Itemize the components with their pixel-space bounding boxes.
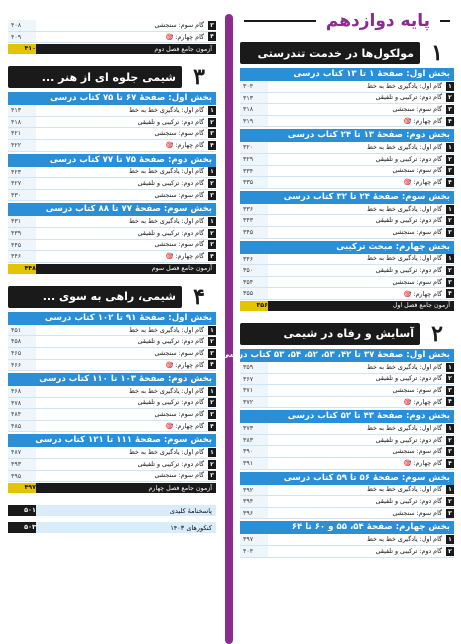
section-header[interactable]: بخش دوم: صفحهٔ ۱۳ تا ۲۴ کتاب درسی bbox=[240, 129, 454, 142]
toc-row[interactable] bbox=[240, 534, 454, 546]
section-header[interactable]: بخش سوم: صفحهٔ ۱۱۱ تا ۱۲۱ کتاب درسی bbox=[8, 434, 216, 447]
page-number: ۴۸۷ bbox=[8, 447, 36, 458]
toc-row[interactable] bbox=[8, 117, 216, 129]
page-number: ۴۳۰ bbox=[8, 190, 36, 201]
step-title: گام چهارم: 🎯 bbox=[165, 253, 204, 261]
chapter-header[interactable] bbox=[8, 284, 216, 310]
misc-title: پاسخنامهٔ کلیدی bbox=[169, 506, 212, 515]
page-number: ۴۳۹ bbox=[8, 228, 36, 239]
page-number: ۳۱۸ bbox=[240, 104, 268, 115]
step-number: ۱ bbox=[446, 424, 454, 433]
chapter-number: ۱ bbox=[420, 40, 454, 66]
toc-row[interactable] bbox=[8, 190, 216, 202]
page-number: ۴۰۴ bbox=[240, 546, 268, 557]
step-number: ۲ bbox=[208, 118, 216, 127]
page-number: ۳۵۵ bbox=[240, 288, 268, 299]
toc-row[interactable] bbox=[240, 288, 454, 300]
step-number: ۴ bbox=[446, 459, 454, 468]
step-number: ۳ bbox=[208, 191, 216, 200]
exam-row[interactable] bbox=[240, 301, 454, 311]
right-column bbox=[221, 36, 454, 558]
toc-row[interactable] bbox=[8, 228, 216, 240]
step-number: ۲ bbox=[446, 374, 454, 383]
chapter-title: مولکول‌ها در خدمت تندرستی bbox=[240, 42, 420, 64]
step-title: گام دوم: ترکیبی و تلفیقی bbox=[375, 547, 442, 555]
page-number: ۴۱۸ bbox=[8, 117, 36, 128]
toc-row[interactable] bbox=[8, 398, 216, 410]
step-title: گام دوم: ترکیبی و تلفیقی bbox=[375, 375, 442, 383]
step-number: ۱ bbox=[208, 167, 216, 176]
step-title: گام سوم: سنجشی bbox=[392, 167, 442, 175]
step-number: ۳ bbox=[446, 447, 454, 456]
step-number: ۲ bbox=[208, 229, 216, 238]
step-title: گام دوم: ترکیبی و تلفیقی bbox=[375, 498, 442, 506]
page-number: ۳۹۱ bbox=[240, 458, 268, 469]
step-title: گام چهارم: 🎯 bbox=[165, 142, 204, 150]
page-number: ۳۴۶ bbox=[240, 254, 268, 265]
page-number: ۳۴۳ bbox=[240, 215, 268, 226]
page-number: ۴۴۶ bbox=[8, 251, 36, 262]
step-title: گام چهارم: 🎯 bbox=[165, 361, 204, 369]
toc-row[interactable] bbox=[8, 386, 216, 398]
page-number: ۳۵۰ bbox=[240, 265, 268, 276]
step-number: ۳ bbox=[446, 386, 454, 395]
section-header[interactable]: بخش دوم: صفحهٔ ۴۳ تا ۵۲ کتاب درسی bbox=[240, 410, 454, 423]
step-title: گام سوم: سنجشی bbox=[154, 130, 204, 138]
step-number: ۲ bbox=[446, 547, 454, 556]
toc-row[interactable] bbox=[240, 104, 454, 116]
toc-row[interactable] bbox=[240, 277, 454, 289]
toc-row[interactable] bbox=[8, 140, 216, 152]
page-number: ۳۱۳ bbox=[240, 93, 268, 104]
toc-row[interactable] bbox=[8, 216, 216, 228]
section-header[interactable]: بخش اول: صفحهٔ ۹۱ تا ۱۰۲ کتاب درسی bbox=[8, 312, 216, 325]
exam-title: آزمون جامع فصل چهارم bbox=[148, 484, 212, 492]
toc-row[interactable] bbox=[8, 421, 216, 433]
section-header[interactable]: بخش سوم: صفحهٔ ۲۴ تا ۳۲ کتاب درسی bbox=[240, 191, 454, 204]
page-number: ۳۱۹ bbox=[240, 116, 268, 127]
page-number: ۴۲۳ bbox=[8, 167, 36, 178]
toc-row[interactable] bbox=[8, 128, 216, 140]
title-rule bbox=[244, 20, 316, 22]
step-number: ۲ bbox=[446, 93, 454, 102]
section-header[interactable]: بخش سوم: صفحهٔ ۷۷ تا ۸۸ کتاب درسی bbox=[8, 203, 216, 216]
chapter-header[interactable] bbox=[8, 64, 216, 90]
page-number: ۳۹۰ bbox=[240, 446, 268, 457]
section-header[interactable]: بخش چهارم: مبحث ترکیبی bbox=[240, 241, 454, 254]
step-title: گام اول: یادگیری خط به خط bbox=[129, 449, 204, 457]
section-header[interactable]: بخش اول: صفحهٔ ۶۷ تا ۷۵ کتاب درسی bbox=[8, 92, 216, 105]
left-column bbox=[8, 20, 216, 533]
step-title: گام دوم: ترکیبی و تلفیقی bbox=[137, 229, 204, 237]
step-number: ۱ bbox=[208, 448, 216, 457]
step-number: ۴ bbox=[208, 141, 216, 150]
page-number: ۳۶۷ bbox=[240, 374, 268, 385]
toc-row[interactable] bbox=[8, 178, 216, 190]
page-number: ۳۸۳ bbox=[240, 435, 268, 446]
page-number: ۳۲۹ bbox=[240, 154, 268, 165]
step-number: ۲ bbox=[208, 179, 216, 188]
misc-page: ۵۰۱ bbox=[8, 505, 36, 516]
step-number: ۳ bbox=[446, 166, 454, 175]
misc-row[interactable] bbox=[8, 505, 216, 516]
page-number: ۴۰۹ bbox=[8, 32, 36, 43]
step-title: گام دوم: ترکیبی و تلفیقی bbox=[137, 460, 204, 468]
page-number: ۴۱۳ bbox=[8, 105, 36, 116]
page-number: ۴۶۶ bbox=[8, 360, 36, 371]
column-divider bbox=[225, 14, 233, 644]
step-number: ۲ bbox=[446, 155, 454, 164]
toc-row[interactable] bbox=[240, 423, 454, 435]
page-number: ۳۵۴ bbox=[240, 277, 268, 288]
chapter-title: آسایش و رفاه در شیمی bbox=[240, 323, 420, 345]
step-number: ۴ bbox=[446, 289, 454, 298]
toc-row[interactable] bbox=[240, 385, 454, 397]
step-title: گام چهارم: 🎯 bbox=[403, 460, 442, 468]
step-title: گام اول: یادگیری خط به خط bbox=[129, 168, 204, 176]
page-number: ۴۶۸ bbox=[8, 386, 36, 397]
step-number: ۳ bbox=[208, 240, 216, 249]
toc-row[interactable] bbox=[240, 397, 454, 409]
step-title: گام چهارم: 🎯 bbox=[165, 423, 204, 431]
misc-page: ۵۰۳ bbox=[8, 522, 36, 533]
step-number: ۴ bbox=[208, 252, 216, 261]
step-title: گام اول: یادگیری خط به خط bbox=[367, 82, 442, 90]
chapter-header[interactable] bbox=[240, 321, 454, 347]
toc-row[interactable] bbox=[240, 93, 454, 105]
step-title: گام اول: یادگیری خط به خط bbox=[367, 255, 442, 263]
toc-row[interactable] bbox=[8, 459, 216, 471]
step-title: گام اول: یادگیری خط به خط bbox=[367, 536, 442, 544]
toc-row[interactable] bbox=[240, 446, 454, 458]
page-number: ۴۴۵ bbox=[8, 240, 36, 251]
step-title: گام دوم: ترکیبی و تلفیقی bbox=[137, 179, 204, 187]
page-number: ۴۵۸ bbox=[8, 336, 36, 347]
page-number: ۳۹۷ bbox=[240, 534, 268, 545]
step-number: ۳ bbox=[446, 105, 454, 114]
page-title bbox=[240, 8, 454, 34]
page-number: ۴۲۱ bbox=[8, 128, 36, 139]
step-number: ۱ bbox=[208, 217, 216, 226]
toc-row[interactable] bbox=[8, 325, 216, 337]
page-number: ۴۵۱ bbox=[8, 325, 36, 336]
toc-row[interactable] bbox=[240, 177, 454, 189]
step-number: ۴ bbox=[208, 422, 216, 431]
step-title: گام اول: یادگیری خط به خط bbox=[129, 106, 204, 114]
step-number: ۴ bbox=[446, 397, 454, 406]
page-number: ۴۰۸ bbox=[8, 20, 36, 31]
step-number: ۲ bbox=[446, 436, 454, 445]
chapter-header[interactable] bbox=[240, 40, 454, 66]
exam-row[interactable] bbox=[8, 44, 216, 54]
step-title: گام اول: یادگیری خط به خط bbox=[129, 387, 204, 395]
step-title: گام سوم: سنجشی bbox=[154, 349, 204, 357]
step-title: گام سوم: سنجشی bbox=[154, 411, 204, 419]
section-header[interactable]: بخش دوم: صفحهٔ ۱۰۳ تا ۱۱۰ کتاب درسی bbox=[8, 373, 216, 386]
chapter-title: شیمی، راهی به سوی ... bbox=[8, 286, 182, 308]
page-number: ۳۲۰ bbox=[240, 142, 268, 153]
toc-row[interactable] bbox=[8, 409, 216, 421]
page-number: ۴۲۷ bbox=[8, 178, 36, 189]
step-number: ۳ bbox=[208, 471, 216, 480]
page-number: ۴۹۵ bbox=[8, 471, 36, 482]
page-number: ۴۸۵ bbox=[8, 421, 36, 432]
step-title: گام سوم: سنجشی bbox=[392, 278, 442, 286]
page-number: ۳۴۵ bbox=[240, 227, 268, 238]
chapter-number: ۴ bbox=[182, 284, 216, 310]
step-title: گام سوم: سنجشی bbox=[392, 228, 442, 236]
step-number: ۲ bbox=[446, 497, 454, 506]
toc-row[interactable] bbox=[8, 447, 216, 459]
step-title: گام دوم: ترکیبی و تلفیقی bbox=[137, 118, 204, 126]
step-title: گام سوم: سنجشی bbox=[154, 241, 204, 249]
step-number: ۱ bbox=[446, 254, 454, 263]
step-title: گام سوم: سنجشی bbox=[154, 472, 204, 480]
page-number: ۳۷۲ bbox=[240, 397, 268, 408]
step-number: ۳ bbox=[208, 129, 216, 138]
step-number: ۳ bbox=[208, 349, 216, 358]
step-number: ۲ bbox=[446, 266, 454, 275]
toc-row[interactable] bbox=[240, 265, 454, 277]
exam-row[interactable] bbox=[8, 483, 216, 493]
step-title: گام سوم: سنجشی bbox=[392, 105, 442, 113]
misc-title: کنکورهای ۱۴۰۳ bbox=[170, 523, 212, 532]
exam-title: آزمون جامع فصل دوم bbox=[154, 45, 212, 53]
toc-row[interactable] bbox=[240, 374, 454, 386]
step-title: گام دوم: ترکیبی و تلفیقی bbox=[375, 94, 442, 102]
toc-row[interactable] bbox=[8, 336, 216, 348]
toc-row[interactable] bbox=[8, 471, 216, 483]
step-title: گام چهارم: 🎯 bbox=[403, 290, 442, 298]
page-number: ۳۹۴ bbox=[240, 496, 268, 507]
toc-row[interactable] bbox=[240, 362, 454, 374]
toc-row[interactable] bbox=[8, 240, 216, 252]
title-rule bbox=[440, 20, 450, 22]
step-number: ۱ bbox=[446, 535, 454, 544]
step-number: ۱ bbox=[446, 205, 454, 214]
chapter-number: ۲ bbox=[420, 321, 454, 347]
toc-row[interactable] bbox=[240, 435, 454, 447]
step-number: ۳ bbox=[446, 228, 454, 237]
step-number: ۱ bbox=[446, 485, 454, 494]
step-number: ۱ bbox=[446, 363, 454, 372]
step-number: ۱ bbox=[446, 143, 454, 152]
step-title: گام اول: یادگیری خط به خط bbox=[129, 218, 204, 226]
exam-page: ۴۴۸ bbox=[8, 264, 36, 274]
toc-row[interactable] bbox=[8, 251, 216, 263]
step-title: گام چهارم: 🎯 bbox=[403, 118, 442, 126]
step-number: ۳ bbox=[446, 278, 454, 287]
step-title: گام دوم: ترکیبی و تلفیقی bbox=[375, 436, 442, 444]
step-number: ۳ bbox=[208, 21, 216, 30]
page-number: ۳۹۲ bbox=[240, 485, 268, 496]
step-title: گام دوم: ترکیبی و تلفیقی bbox=[375, 266, 442, 274]
step-number: ۲ bbox=[208, 460, 216, 469]
toc-row[interactable] bbox=[8, 105, 216, 117]
step-number: ۱ bbox=[208, 387, 216, 396]
toc-row[interactable] bbox=[240, 496, 454, 508]
page-number: ۴۳۱ bbox=[8, 216, 36, 227]
step-number: ۴ bbox=[446, 178, 454, 187]
page-number: ۳۷۱ bbox=[240, 385, 268, 396]
toc-row[interactable] bbox=[240, 142, 454, 154]
chapter-title: شیمی جلوه ای از هنر ... bbox=[8, 66, 182, 88]
step-title: گام دوم: ترکیبی و تلفیقی bbox=[375, 155, 442, 163]
step-title: گام اول: یادگیری خط به خط bbox=[367, 144, 442, 152]
step-number: ۴ bbox=[208, 32, 216, 41]
toc-row[interactable] bbox=[240, 227, 454, 239]
page-number: ۴۸۴ bbox=[8, 409, 36, 420]
toc-row[interactable] bbox=[8, 167, 216, 179]
step-title: گام اول: یادگیری خط به خط bbox=[129, 326, 204, 334]
toc-row[interactable] bbox=[240, 485, 454, 497]
step-number: ۲ bbox=[446, 216, 454, 225]
step-number: ۴ bbox=[446, 117, 454, 126]
step-number: ۲ bbox=[208, 398, 216, 407]
step-title: گام دوم: ترکیبی و تلفیقی bbox=[137, 399, 204, 407]
page-number: ۳۷۳ bbox=[240, 423, 268, 434]
step-number: ۱ bbox=[446, 82, 454, 91]
step-title: گام سوم: سنجشی bbox=[392, 386, 442, 394]
section-header[interactable]: بخش اول: صفحهٔ ۳۷ تا ۴۲، ۵۳، ۵۲، ۵۴، ۵۳ کتاب درسی bbox=[240, 349, 454, 362]
step-title: گام دوم: ترکیبی و تلفیقی bbox=[375, 217, 442, 225]
exam-title: آزمون جامع فصل اول bbox=[392, 302, 450, 310]
section-header[interactable]: بخش چهارم: صفحهٔ ۵۴، ۵۵ و ۶۰ تا ۶۴ bbox=[240, 521, 454, 534]
step-number: ۳ bbox=[208, 410, 216, 419]
toc-row[interactable] bbox=[240, 508, 454, 520]
exam-title: آزمون جامع فصل سوم bbox=[151, 265, 212, 273]
step-title: گام سوم: سنجشی bbox=[392, 509, 442, 517]
page-number: ۳۵۹ bbox=[240, 362, 268, 373]
toc-row[interactable] bbox=[8, 360, 216, 372]
section-header[interactable]: بخش دوم: صفحهٔ ۷۵ تا ۷۷ کتاب درسی bbox=[8, 154, 216, 167]
section-header[interactable]: بخش سوم: صفحهٔ ۵۶ تا ۵۹ کتاب درسی bbox=[240, 472, 454, 485]
toc-row[interactable] bbox=[8, 348, 216, 360]
toc-row[interactable] bbox=[240, 81, 454, 93]
toc-row[interactable] bbox=[8, 20, 216, 32]
toc-row[interactable] bbox=[240, 204, 454, 216]
step-title: گام اول: یادگیری خط به خط bbox=[367, 486, 442, 494]
page-number: ۳۳۴ bbox=[240, 166, 268, 177]
step-number: ۱ bbox=[208, 106, 216, 115]
misc-row[interactable] bbox=[8, 522, 216, 533]
step-title: گام چهارم: 🎯 bbox=[403, 179, 442, 187]
step-number: ۱ bbox=[208, 326, 216, 335]
step-title: گام اول: یادگیری خط به خط bbox=[367, 425, 442, 433]
step-title: گام سوم: سنجشی bbox=[154, 191, 204, 199]
exam-page: ۳۵۶ bbox=[240, 301, 268, 311]
step-number: ۳ bbox=[446, 509, 454, 518]
page-number: ۳۳۵ bbox=[240, 177, 268, 188]
toc-row[interactable] bbox=[240, 116, 454, 128]
page-number: ۳۳۶ bbox=[240, 204, 268, 215]
step-title: گام سوم: سنجشی bbox=[154, 21, 204, 29]
page-number: ۴۷۸ bbox=[8, 398, 36, 409]
toc-row[interactable] bbox=[240, 215, 454, 227]
step-title: گام اول: یادگیری خط به خط bbox=[367, 205, 442, 213]
page-number: ۳۰۴ bbox=[240, 81, 268, 92]
toc-row[interactable] bbox=[240, 254, 454, 266]
exam-page: ۴۱۰ bbox=[8, 44, 36, 54]
section-header[interactable]: بخش اول: صفحهٔ ۱ تا ۱۳ کتاب درسی bbox=[240, 68, 454, 81]
toc-row[interactable] bbox=[240, 458, 454, 470]
exam-page: ۴۹۷ bbox=[8, 483, 36, 493]
toc-row[interactable] bbox=[8, 32, 216, 44]
chapter-number: ۳ bbox=[182, 64, 216, 90]
step-title: گام سوم: سنجشی bbox=[392, 448, 442, 456]
toc-row[interactable] bbox=[240, 166, 454, 178]
toc-row[interactable] bbox=[240, 546, 454, 558]
page-number: ۴۶۵ bbox=[8, 348, 36, 359]
step-title: گام اول: یادگیری خط به خط bbox=[367, 363, 442, 371]
page-number: ۴۲۲ bbox=[8, 140, 36, 151]
toc-row[interactable] bbox=[240, 154, 454, 166]
page-title-text: پایه دوازدهم bbox=[325, 11, 430, 31]
exam-row[interactable] bbox=[8, 264, 216, 274]
step-number: ۴ bbox=[208, 360, 216, 369]
page-number: ۳۹۶ bbox=[240, 508, 268, 519]
step-title: گام چهارم: 🎯 bbox=[165, 33, 204, 41]
page-number: ۴۹۳ bbox=[8, 459, 36, 470]
step-title: گام دوم: ترکیبی و تلفیقی bbox=[137, 338, 204, 346]
step-title: گام چهارم: 🎯 bbox=[403, 398, 442, 406]
step-number: ۲ bbox=[208, 337, 216, 346]
